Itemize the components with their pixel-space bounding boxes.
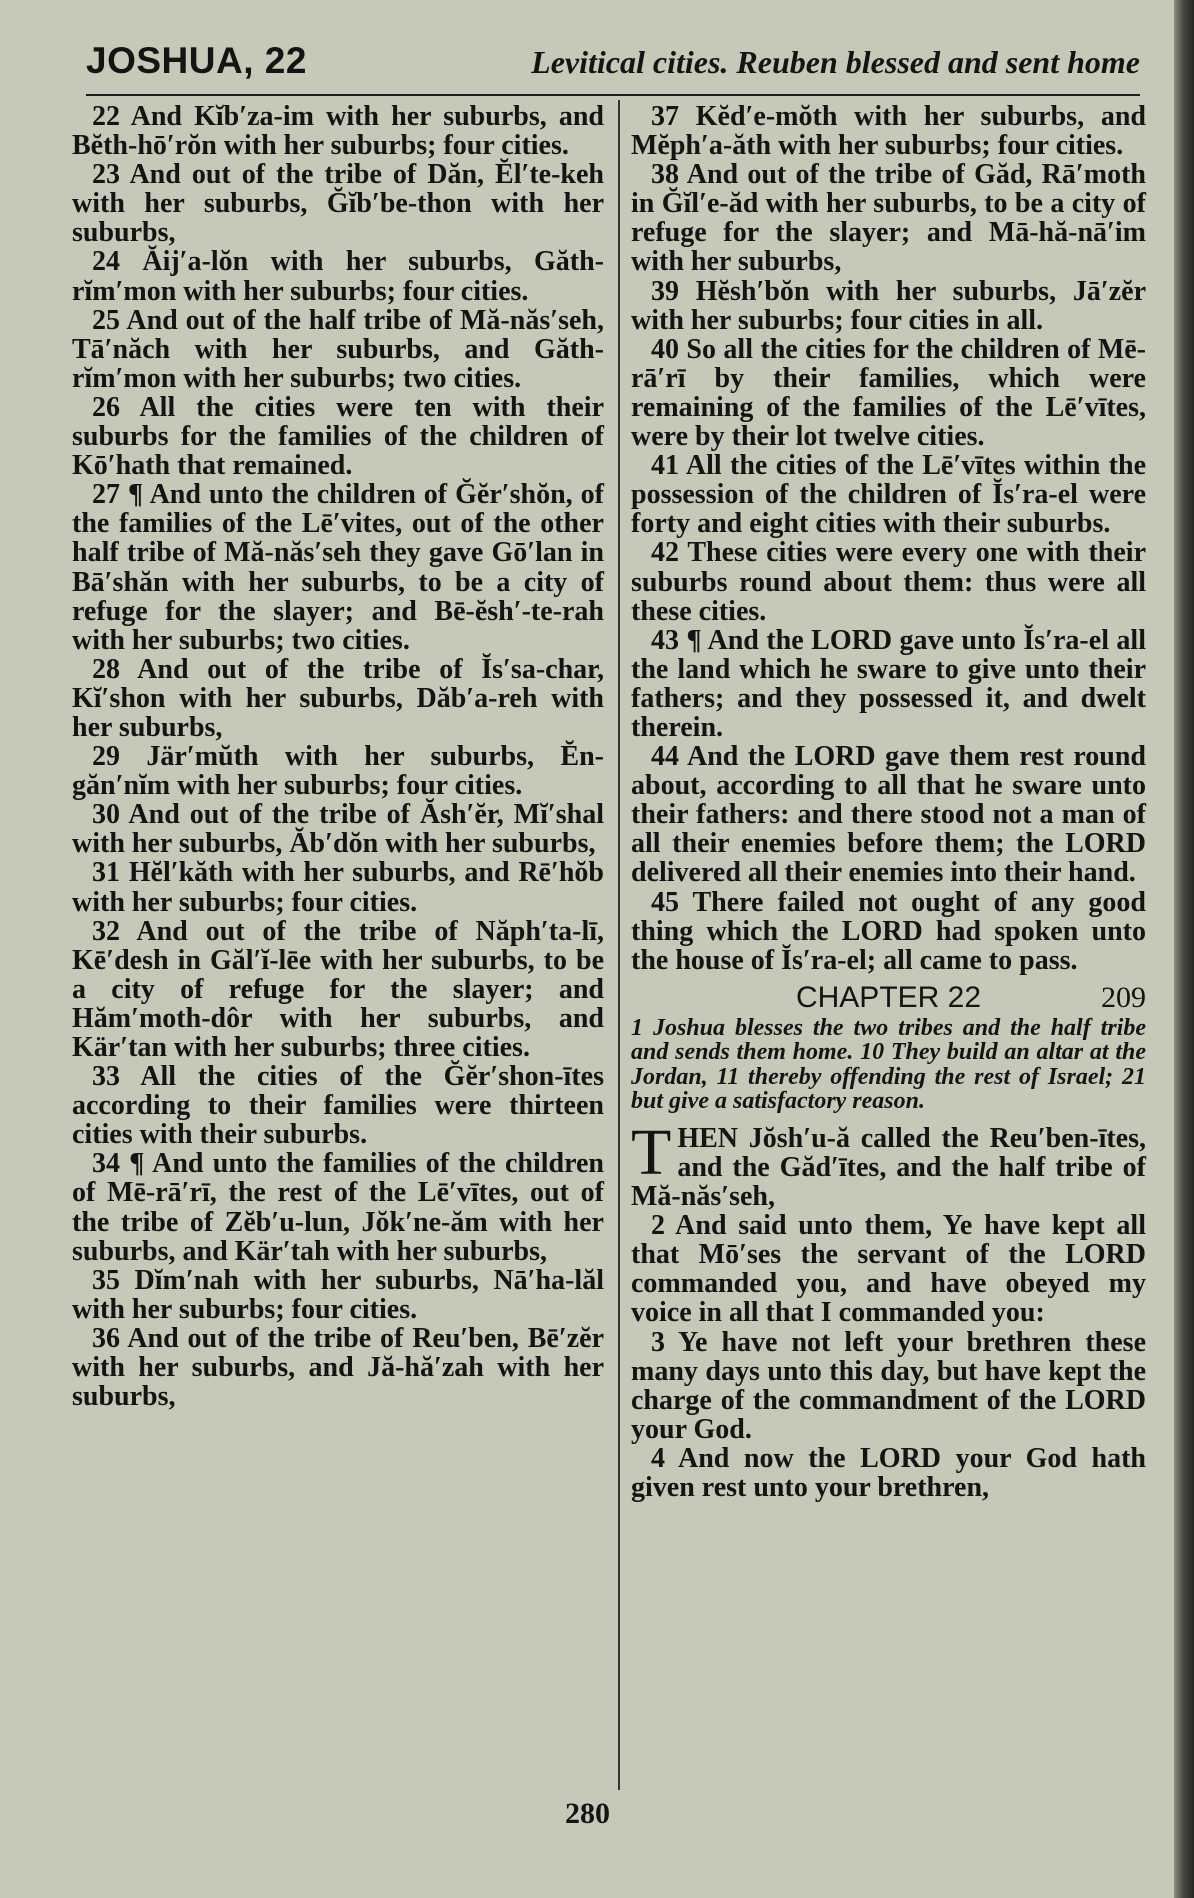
verse: 25 And out of the half tribe of Mă-năs′seh, Tā′năch with her suburbs, and Găth-rĭm′mon with her suburbs; two cities. (72, 304, 604, 394)
verse: 22 And Kĭb′za-im with her suburbs, and Bĕth-hō′rŏn with her suburbs; four cities. (72, 101, 604, 162)
chapter-title: CHAPTER 22 (795, 980, 982, 1014)
running-head (86, 40, 1140, 90)
chapter-marginal-number: 209 (1101, 980, 1146, 1014)
verse: 27 ¶ And unto the children of Ğĕr′shŏn, of the families of the Lē′vites, out of the other half tribe of Mă-năs′seh they gave Gō′lan in Bā′shăn with her suburbs, to be a city of refuge for the slayer; and Bē-ĕsh′-te-rah with her suburbs; two cities. (72, 479, 604, 656)
verse-1-text: HEN Jŏsh′u-ă called the Reu′ben-ītes, and the Găd′ītes, and the half tribe of Mă-năs′seh, (631, 1122, 1146, 1213)
drop-cap: T (631, 1115, 672, 1189)
verse: 39 Hĕsh′bŏn with her suburbs, Jā′zĕr with her suburbs; four cities in all. (631, 275, 1146, 336)
verse: 31 Hĕl′kăth with her suburbs, and Rē′hŏb with her suburbs; four cities. (72, 857, 604, 918)
verse: 35 Dĭm′nah with her suburbs, Nā′ha-lăl with her suburbs; four cities. (72, 1264, 604, 1325)
column-divider (618, 100, 620, 1790)
verse: 44 And the LORD gave them rest round about, according to all that he sware unto their fathers: and there stood not a man of all their enemies before them; the LORD delivered all their enemies into their hand. (631, 741, 1146, 889)
verse: 32 And out of the tribe of Năph′ta-lī, Kē′desh in Găl′ĭ-lēe with her suburbs, to be a city of refuge for the slayer; and Hăm′moth-dôr with her suburbs, and Kär′tan with her suburbs; three cities. (72, 915, 604, 1063)
header-rule (86, 94, 1140, 96)
verse: 37 Kĕd′e-mŏth with her suburbs, and Mĕph′a-ăth with her suburbs; four cities. (631, 101, 1146, 162)
verse: 28 And out of the tribe of Ĭs′sa-char, Kĭ′shon with her suburbs, Dăb′a-reh with her suburbs, (72, 653, 604, 743)
chapter-summary: 1 Joshua blesses the two tribes and the half tribe and sends them home. 10 They build an altar at the Jordan, 11 thereby offending the rest of Israel; 21 but give a satisfactory reason. (631, 1014, 1146, 1115)
verse: 36 And out of the tribe of Reu′ben, Bē′zĕr with her suburbs, and Jă-hă′zah with her suburbs, (72, 1322, 604, 1413)
verse: 2 And said unto them, Ye have kept all that Mō′ses the servant of the LORD commanded you, and have obeyed my voice in all that I commanded you: (631, 1210, 1146, 1329)
right-column (631, 102, 1146, 1502)
verse-1 (631, 1115, 1146, 1213)
chapter-heading (631, 980, 1146, 1014)
verse: 4 And now the LORD your God hath given rest unto your brethren, (631, 1442, 1146, 1504)
verse: 45 There failed not ought of any good thing which the LORD had spoken unto the house of Ĭs′ra-el; all came to pass. (631, 886, 1146, 976)
page-topic-heading: Levitical cities. Reuben blessed and sent home (531, 44, 1140, 80)
verse: 34 ¶ And unto the families of the children of Mē-rā′rī, the rest of the Lē′vītes, out of the tribe of Zĕb′u-lun, Jŏk′ne-ăm with her suburbs, and Kär′tah with her suburbs, (72, 1148, 604, 1267)
verse: 42 These cities were every one with their suburbs round about them: thus were all these cities. (631, 537, 1146, 627)
page-number: 280 (565, 1797, 610, 1830)
verse: 3 Ye have not left your brethren these many days unto this day, but have kept the charge of the commandment of the LORD your God. (631, 1326, 1146, 1445)
verse: 41 All the cities of the Lē′vītes within the possession of the children of Ĭs′ra-el were forty and eight cities with their suburbs. (631, 450, 1146, 540)
verse: 30 And out of the tribe of Ăsh′ĕr, Mĭ′shal with her suburbs, Ăb′dŏn with her suburbs, (72, 799, 604, 860)
verse: 38 And out of the tribe of Găd, Rā′moth in Ğĭl′e-ăd with her suburbs, to be a city of refuge for the slayer; and Mā-hă-nā′im with her suburbs, (631, 159, 1146, 278)
verse: 40 So all the cities for the children of Mē-rā′rī by their families, which were remaining of the families of the Lē′vītes, were by their lot twelve cities. (631, 333, 1146, 453)
verse: 23 And out of the tribe of Dăn, Ĕl′te-keh with her suburbs, Ğĭb′be-thon with her suburbs, (72, 159, 604, 249)
verse: 29 Jär′mŭth with her suburbs, Ĕn-găn′nĭm with her suburbs; four cities. (72, 741, 604, 802)
verse: 33 All the cities of the Ğĕr′shon-ītes according to their families were thirteen cities with their suburbs. (72, 1061, 604, 1151)
book-chapter-heading: JOSHUA, 22 (86, 40, 307, 81)
verse: 43 ¶ And the LORD gave unto Ĭs′ra-el all the land which he sware to give unto their fathers; and they possessed it, and dwelt therein. (631, 624, 1146, 743)
page-edge-shadow (1174, 0, 1194, 1898)
verse: 26 All the cities were ten with their suburbs for the families of the children of Kō′hath that remained. (72, 391, 604, 482)
left-column (72, 102, 604, 1411)
verse: 24 Ăij′a-lŏn with her suburbs, Găth-rĭm′mon with her suburbs; four cities. (72, 246, 604, 307)
